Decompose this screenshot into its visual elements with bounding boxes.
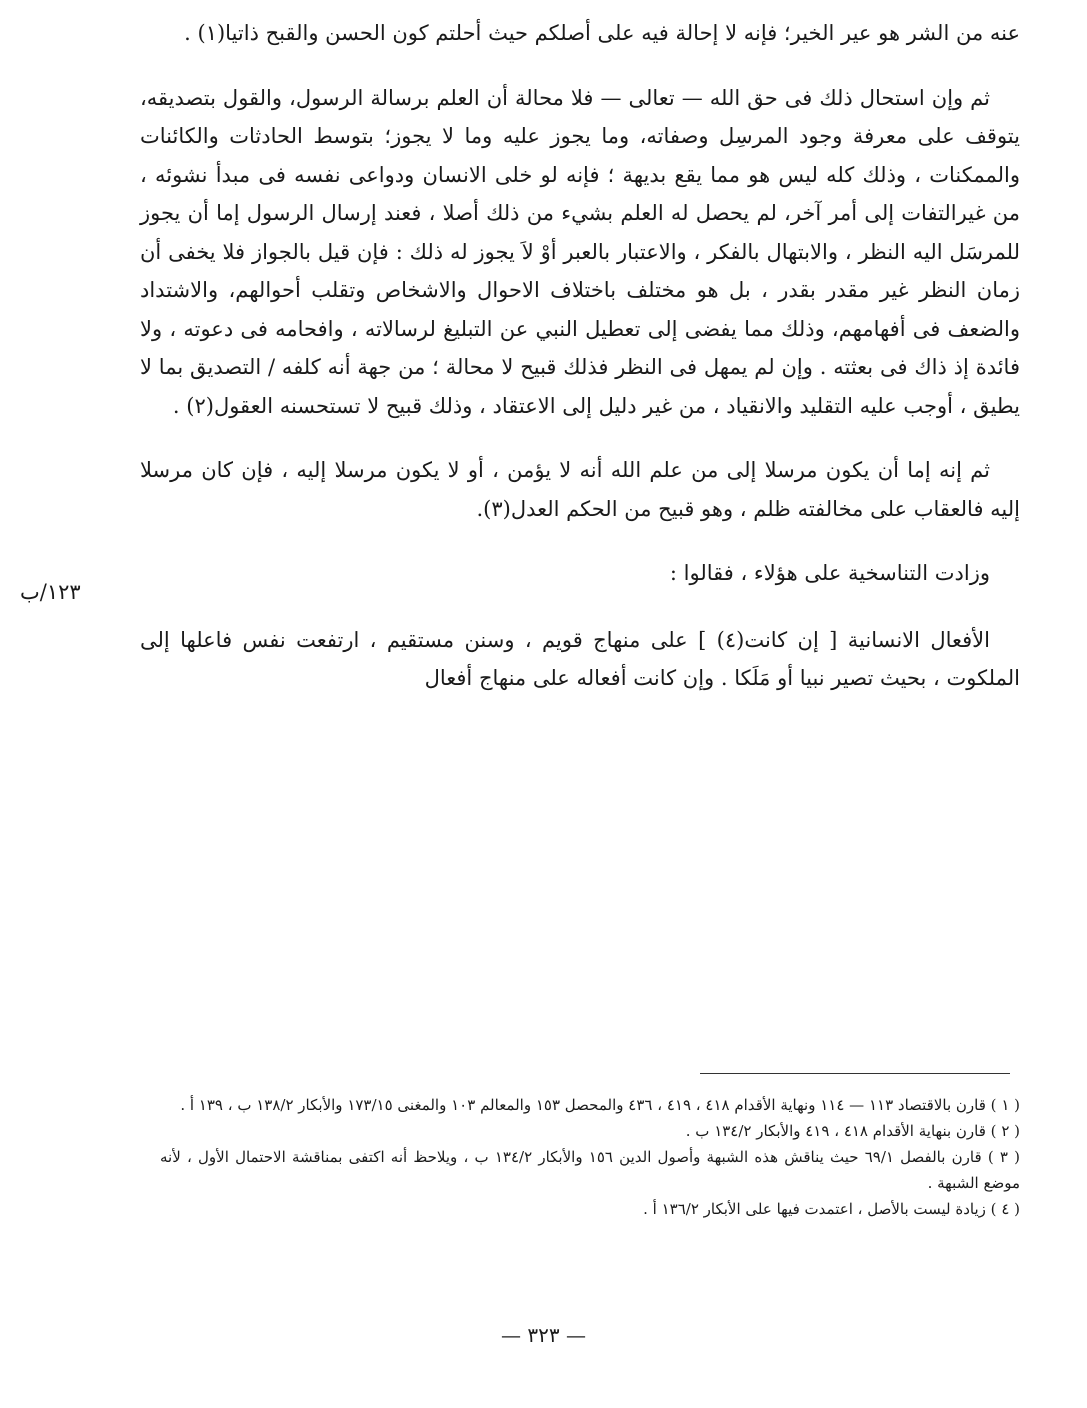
paragraph-3: ثم إنه إما أن يكون مرسلا إلى من علم الله أنه لا يؤمن ، أو لا يكون مرسلا إليه ، فإن كان مرسلا إليه فالعقاب على مخالفته ظلم ، وهو قبيح من الحكم العدل(٣).	[140, 458, 1020, 521]
paragraph-5: الأفعال الانسانية [ إن كانت(٤) ] على منهاج قويم ، وسنن مستقيم ، ارتفعت نفس فاعلها إلى الملكوت ، بحيث تصير نبيا أو مَلَكا . وإن كانت أفعاله على منهاج أفعال	[140, 627, 1020, 690]
footnote-3: ( ٣ ) قارن بالفصل ٦٩/١ حيث يناقش هذه الشبهة وأصول الدين ١٥٦ والأبكار ١٣٤/٢ ب ، ويلاحظ أنه اكتفى بمناقشة الاحتمال الأول ، لأنه موضع الشبهة .	[160, 1148, 1020, 1192]
footnote-4: ( ٤ ) زيادة ليست بالأصل ، اعتمدت فيها على الأبكار ١٣٦/٢ أ .	[643, 1200, 1020, 1218]
page-body	[140, 14, 1020, 698]
footnote-1: ( ١ ) قارن بالاقتصاد ١١٣ — ١١٤ ونهاية الأقدام ٤١٨ ، ٤١٩ ، ٤٣٦ والمحصل ١٥٣ والمعالم ١٠٣ والمغنى ١٧٣/١٥ والأبكار ١٣٨/٢ ب ، ١٣٩ أ .	[180, 1096, 1020, 1114]
page-number: — ٣٢٣ —	[501, 1323, 586, 1347]
footnotes	[160, 1092, 1020, 1222]
paragraph-1: عنه من الشر هو عير الخير؛ فإنه لا إحالة فيه على أصلكم حيث أحلتم كون الحسن والقبح ذاتيا(١) .	[184, 21, 1020, 45]
footnote-divider	[700, 1073, 1010, 1074]
paragraph-2: ثم وإن استحال ذلك فى حق الله — تعالى — فلا محالة أن العلم برسالة الرسول، والقول بتصديقه، يتوقف على معرفة وجود المرسِل وصفاته، وما يجوز عليه وما لا يجوز؛ بتوسط الحادثات والكائنات والممكنات ، وذلك كله ليس هو مما يقع بديهة ؛ فإنه لو خلى الانسان ودواعى نفسه فى مبدأ نشوئه ، من غيرالتفات إلى أمر آخر، لم يحصل له العلم بشيء من ذلك أصلا ، فعند إرسال الرسول إما أن يجوز للمرسَل اليه النظر ، والابتهال بالفكر ، والاعتبار بالعبر أوْ لاَ يجوز له ذلك : فإن قيل بالجواز فلا يخفى أن زمان النظر غير مقدر بقدر ، بل هو مختلف باختلاف الاحوال والاشخاص وتقلب أحوالهم، والاشتداد والضعف فى أفهامهم، وذلك مما يفضى إلى تعطيل النبي عن التبليغ لرسالاته ، وافحامه فى دعوته ، ولا فائدة إذ ذاك فى بعثته . وإن لم يمهل فى النظر فذلك قبيح لا محالة ؛ من جهة أنه كلفه / التصديق بما لا يطيق ، أوجب عليه التقليد والانقياد ، من غير دليل إلى الاعتقاد ، وذلك قبيح لا تستحسنه العقول(٢) .	[140, 85, 1020, 418]
footnote-2: ( ٢ ) قارن بنهاية الأقدام ٤١٨ ، ٤١٩ والأبكار ١٣٤/٢ ب .	[685, 1122, 1020, 1140]
paragraph-4: وزادت التناسخية على هؤلاء ، فقالوا :	[669, 561, 990, 585]
manuscript-folio-note: ١٢٣/ب	[20, 580, 81, 604]
